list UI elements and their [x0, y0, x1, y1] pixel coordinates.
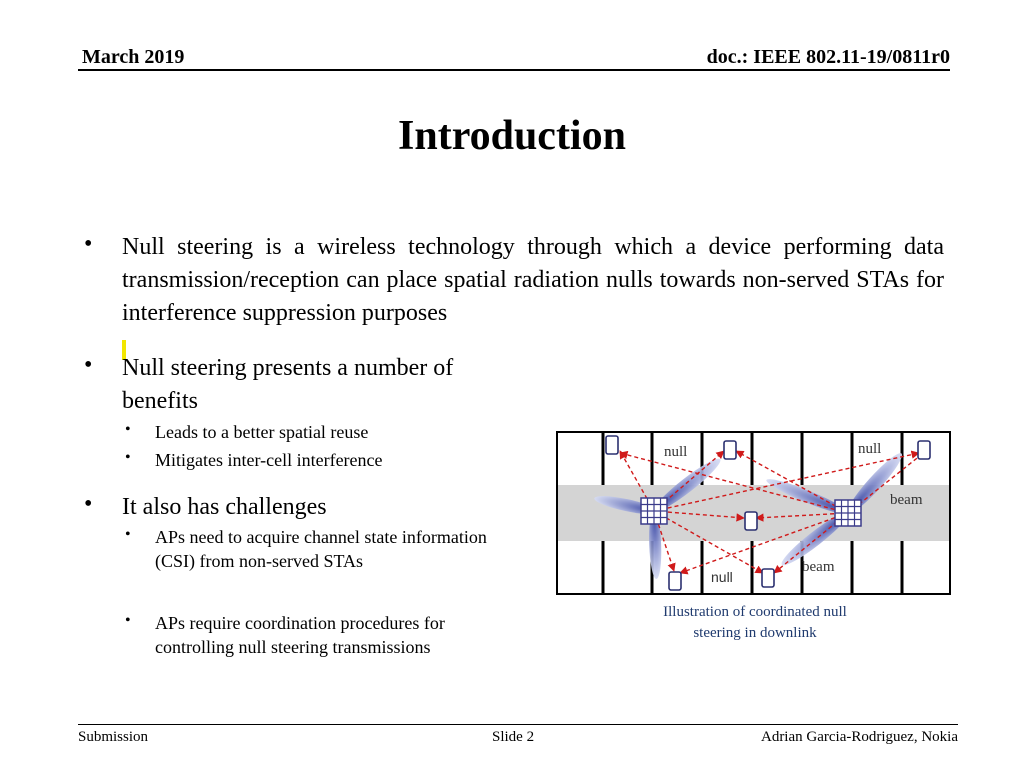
label-null: null [711, 569, 733, 585]
bullet-1-text: Null steering is a wireless technology through which a device performing data transmission/reception can place spatial radiation nulls towards non-served STAs for interference suppression purposes [122, 234, 944, 326]
bullet-marker: • [84, 231, 93, 257]
access-point-icon [641, 498, 667, 524]
label-beam: beam [802, 559, 835, 575]
sub-bullet-1-1: Leads to a better spatial reuse [155, 422, 369, 442]
label-null: null [664, 444, 688, 460]
station-phone-icon [606, 436, 618, 454]
sub-bullet-marker: • [125, 449, 131, 466]
footer-rule [78, 724, 958, 725]
footer-slide-number: Slide 2 [492, 729, 535, 745]
station-phone-icon [762, 569, 774, 587]
station-phone-icon [669, 572, 681, 590]
figure-caption: Illustration of coordinated null steering in downlink [663, 604, 847, 641]
bullet-2-text: Null steering presents a number of benefits [122, 355, 454, 414]
header-doc-id: doc.: IEEE 802.11-19/0811r0 [706, 46, 950, 68]
label-null: null [858, 441, 882, 457]
null-steering-illustration [556, 431, 951, 596]
footer-author: Adrian Garcia-Rodriguez, Nokia [760, 729, 958, 745]
sub-bullet-1-2: Mitigates inter-cell interference [155, 450, 383, 470]
footer-submission: Submission [78, 729, 149, 745]
sub-bullet-2-1: APs need to acquire channel state information (CSI) from non-served STAs [155, 527, 487, 571]
station-phone-icon [724, 441, 736, 459]
sub-bullet-marker: • [125, 421, 131, 438]
bullet-marker: • [84, 491, 93, 517]
header-date: March 2019 [82, 46, 185, 68]
sub-bullet-marker: • [125, 612, 131, 629]
station-phone-icon [745, 512, 757, 530]
sub-bullet-marker: • [125, 526, 131, 543]
sub-bullet-2-2: APs require coordination procedures for controlling null steering transmissions [155, 613, 445, 657]
bullet-3-text: It also has challenges [122, 494, 327, 520]
header-rule [78, 69, 950, 71]
station-phone-icon [918, 441, 930, 459]
bullet-marker: • [84, 352, 93, 378]
slide-title: Introduction [398, 113, 626, 159]
access-point-icon [835, 500, 861, 526]
label-beam: beam [890, 492, 923, 508]
